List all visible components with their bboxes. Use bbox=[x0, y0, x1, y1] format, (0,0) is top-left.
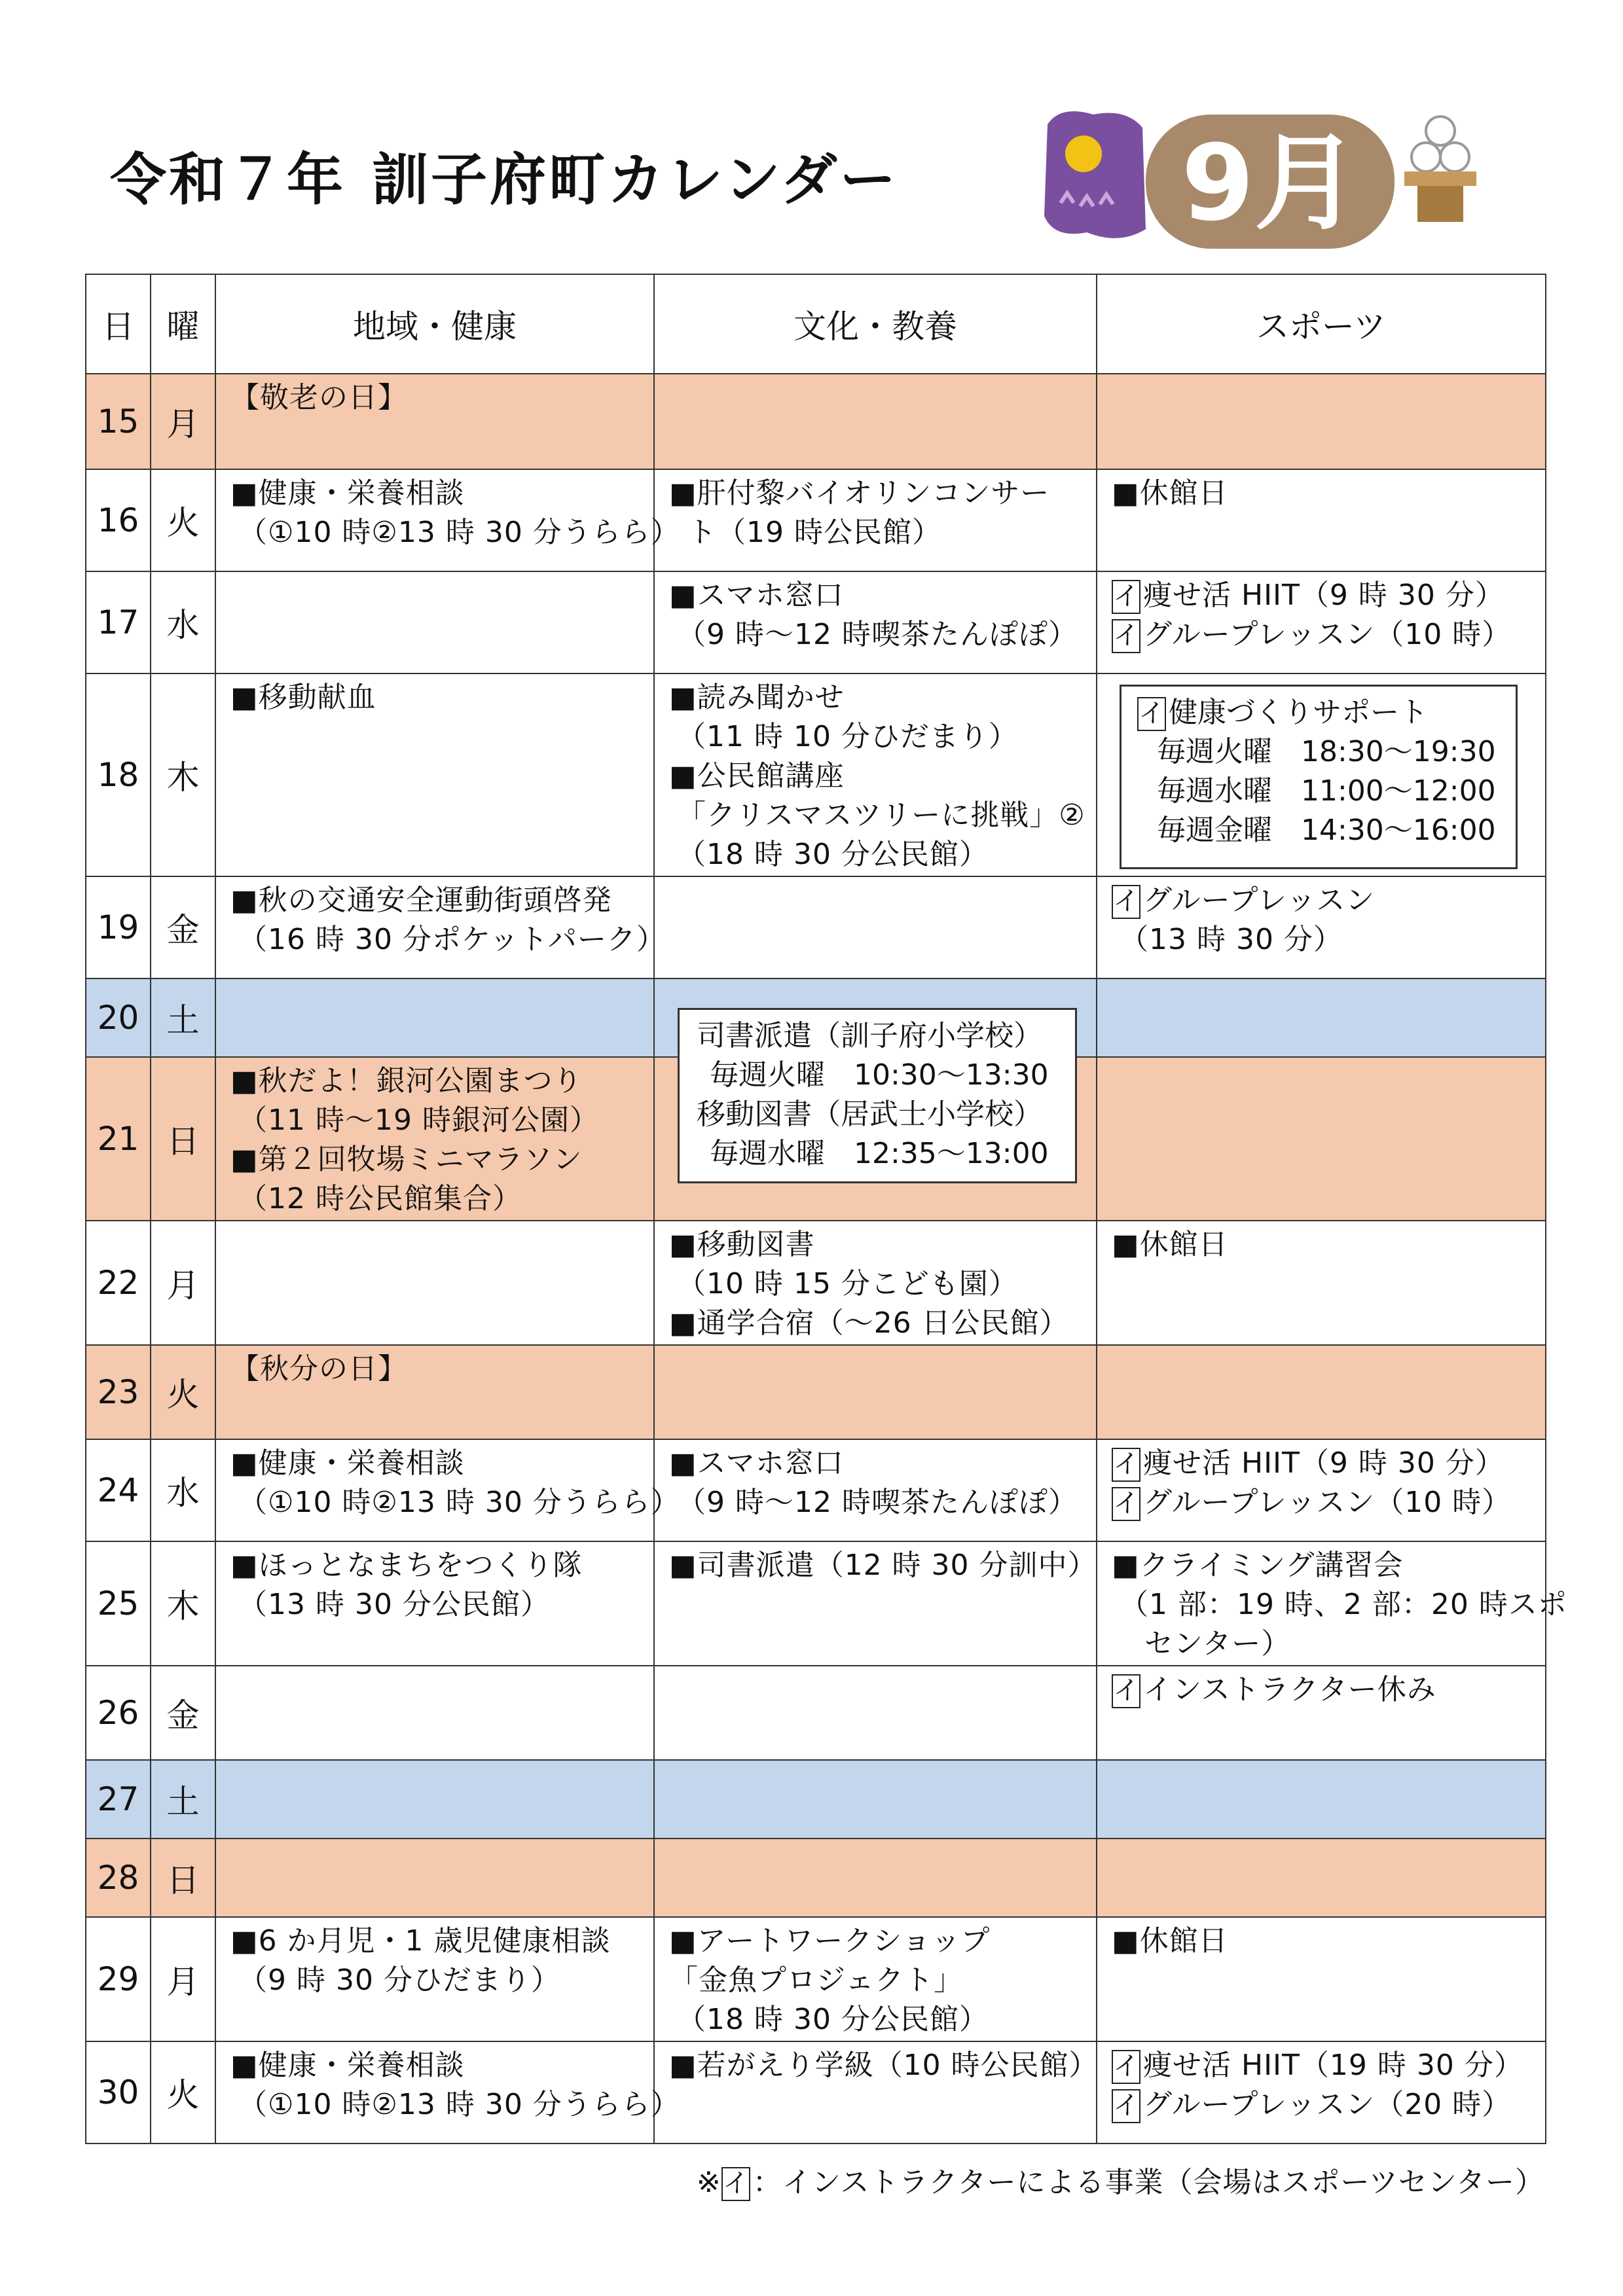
community-cell: ■健康・栄養相談 （①10 時②13 時 30 分うらら） bbox=[230, 476, 680, 549]
table-row bbox=[86, 571, 1546, 673]
title-year: 令和７年 bbox=[110, 147, 346, 213]
moon-icon bbox=[1065, 135, 1102, 172]
day-of-week: 土 bbox=[151, 978, 215, 1057]
community-cell: ■健康・栄養相談 （①10 時②13 時 30 分うらら） bbox=[230, 1446, 680, 1519]
col-header-day: 日 bbox=[86, 274, 151, 374]
dango-icon bbox=[1404, 117, 1476, 222]
instructor-mark-icon: イ bbox=[721, 2167, 750, 2201]
day-of-week: 月 bbox=[151, 374, 215, 469]
community-cell: ■移動献血 bbox=[230, 681, 376, 714]
instructor-mark-icon: イ bbox=[1112, 1448, 1140, 1482]
table-row bbox=[86, 1541, 1546, 1666]
culture-cell: ■読み聞かせ （11 時 10 分ひだまり） ■公民館講座 「クリスマスツリーに挑戦」② （18 時 30 分公民館） bbox=[669, 681, 1085, 871]
table-row bbox=[86, 1666, 1546, 1760]
table-header-row bbox=[86, 274, 1546, 374]
month-badge-text: 9月 bbox=[1181, 122, 1359, 244]
sports-cell: ■休館日 bbox=[1112, 1924, 1228, 1958]
day-number: 17 bbox=[86, 571, 151, 673]
col-header-culture: 文化・教養 bbox=[654, 274, 1097, 374]
community-cell: ■ほっとなまちをつくり隊 （13 時 30 分公民館） bbox=[230, 1549, 583, 1621]
day-of-week: 火 bbox=[151, 469, 215, 571]
table-row bbox=[86, 876, 1546, 978]
table-row bbox=[86, 1917, 1546, 2041]
culture-cell: ■司書派遣（12 時 30 分訓中） bbox=[669, 1549, 1097, 1582]
instructor-mark-icon: イ bbox=[1112, 2089, 1140, 2123]
instructor-mark-icon: イ bbox=[1112, 580, 1140, 614]
month-logo bbox=[1034, 98, 1480, 262]
day-of-week: 土 bbox=[151, 1760, 215, 1839]
day-of-week: 日 bbox=[151, 1057, 215, 1221]
table-row bbox=[86, 1221, 1546, 1345]
col-header-community: 地域・健康 bbox=[215, 274, 654, 374]
footnote: ※イ ：インストラクターによる事業（会場はスポーツセンター） bbox=[697, 2159, 1544, 2201]
instructor-mark-icon: イ bbox=[1112, 619, 1140, 653]
table-row bbox=[86, 469, 1546, 571]
day-number: 29 bbox=[86, 1917, 151, 2041]
culture-cell: ■スマホ窓口 （9 時～12 時喫茶たんぽぽ） bbox=[669, 579, 1078, 651]
day-of-week: 火 bbox=[151, 1345, 215, 1439]
table-row bbox=[86, 1760, 1546, 1839]
day-number: 28 bbox=[86, 1839, 151, 1917]
community-cell: ■秋だよ！銀河公園まつり （11 時～19 時銀河公園） ■第２回牧場ミニマラソン （12 時公民館集合） bbox=[230, 1064, 599, 1215]
day-of-week: 火 bbox=[151, 2041, 215, 2144]
culture-cell: ■若がえり学級（10 時公民館） bbox=[669, 2049, 1099, 2082]
table-row bbox=[86, 374, 1546, 469]
culture-cell: ■アートワークショップ 「金魚プロジェクト」 （18 時 30 分公民館） bbox=[669, 1924, 991, 2036]
culture-cell: ■スマホ窓口 （9 時～12 時喫茶たんぽぽ） bbox=[669, 1446, 1078, 1519]
day-number: 30 bbox=[86, 2041, 151, 2144]
day-of-week: 水 bbox=[151, 571, 215, 673]
day-of-week: 月 bbox=[151, 1221, 215, 1345]
col-header-dow: 曜 bbox=[151, 274, 215, 374]
table-row bbox=[86, 1439, 1546, 1541]
day-of-week: 金 bbox=[151, 1666, 215, 1760]
day-number: 16 bbox=[86, 469, 151, 571]
day-number: 21 bbox=[86, 1057, 151, 1221]
col-header-sports: スポーツ bbox=[1097, 274, 1546, 374]
day-number: 19 bbox=[86, 876, 151, 978]
day-of-week: 金 bbox=[151, 876, 215, 978]
culture-cell: ■移動図書 （10 時 15 分こども園） ■通学合宿（～26 日公民館） bbox=[669, 1228, 1069, 1340]
day-number: 15 bbox=[86, 374, 151, 469]
table-row bbox=[86, 1345, 1546, 1439]
sports-cell: イ 痩せ活 HIIT（9 時 30 分） イ グループレッスン（10 時） bbox=[1097, 572, 1545, 655]
community-cell: ■健康・栄養相談 （①10 時②13 時 30 分うらら） bbox=[230, 2049, 680, 2121]
calendar-table bbox=[85, 274, 1567, 2144]
day-number: 18 bbox=[86, 673, 151, 876]
sports-cell: ■休館日 bbox=[1112, 1228, 1228, 1261]
day-number: 22 bbox=[86, 1221, 151, 1345]
health-support-box: イ 健康づくりサポート 毎週火曜 18:30～19:30 毎週水曜 11:00～12:00 毎週金曜 14:30～16:00 bbox=[1120, 685, 1518, 869]
day-number: 20 bbox=[86, 978, 151, 1057]
sports-cell: ■クライミング講習会 （1 部：19 時、2 部：20 時スポ センター） bbox=[1112, 1549, 1567, 1660]
day-number: 26 bbox=[86, 1666, 151, 1760]
instructor-mark-icon: イ bbox=[1112, 1674, 1140, 1708]
day-of-week: 月 bbox=[151, 1917, 215, 2041]
instructor-mark-icon: イ bbox=[1112, 2050, 1140, 2084]
day-of-week: 木 bbox=[151, 673, 215, 876]
day-of-week: 日 bbox=[151, 1839, 215, 1917]
table-row bbox=[86, 2041, 1546, 2144]
sports-cell: ■休館日 bbox=[1112, 476, 1228, 510]
culture-cell: ■肝付黎バイオリンコンサー ト（19 時公民館） bbox=[669, 476, 1050, 549]
day-of-week: 水 bbox=[151, 1439, 215, 1541]
sports-cell: イ グループレッスン （13 時 30 分） bbox=[1113, 884, 1376, 956]
community-cell: ■6 か月児・1 歳児健康相談 （9 時 30 分ひだまり） bbox=[230, 1924, 611, 1997]
day-of-week: 木 bbox=[151, 1541, 215, 1666]
instructor-mark-icon: イ bbox=[1112, 1487, 1140, 1521]
day-number: 24 bbox=[86, 1439, 151, 1541]
community-cell: 【敬老の日】 bbox=[230, 381, 407, 414]
library-schedule-box: 司書派遣（訓子府小学校） 毎週火曜 10:30～13:30 移動図書（居武士小学校） 毎週水曜 12:35～13:00 bbox=[678, 1008, 1077, 1183]
community-cell: ■秋の交通安全運動街頭啓発 （16 時 30 分ポケットパーク） bbox=[230, 884, 666, 956]
sports-cell: イ 痩せ活 HIIT（19 時 30 分） イ グループレッスン（20 時） bbox=[1097, 2042, 1545, 2125]
sports-cell: イ 痩せ活 HIIT（9 時 30 分） イ グループレッスン（10 時） bbox=[1097, 1440, 1545, 1522]
instructor-mark-icon: イ bbox=[1137, 697, 1166, 731]
day-number: 23 bbox=[86, 1345, 151, 1439]
page-title bbox=[110, 134, 898, 215]
community-cell: 【秋分の日】 bbox=[230, 1352, 407, 1386]
instructor-mark-icon: イ bbox=[1112, 885, 1140, 919]
purple-cloud-icon bbox=[1044, 111, 1146, 238]
title-main: 訓子府町カレンダー bbox=[372, 147, 899, 213]
day-number: 27 bbox=[86, 1760, 151, 1839]
sports-cell: イ インストラクター休み bbox=[1097, 1666, 1545, 1710]
table-row bbox=[86, 1839, 1546, 1917]
day-number: 25 bbox=[86, 1541, 151, 1666]
